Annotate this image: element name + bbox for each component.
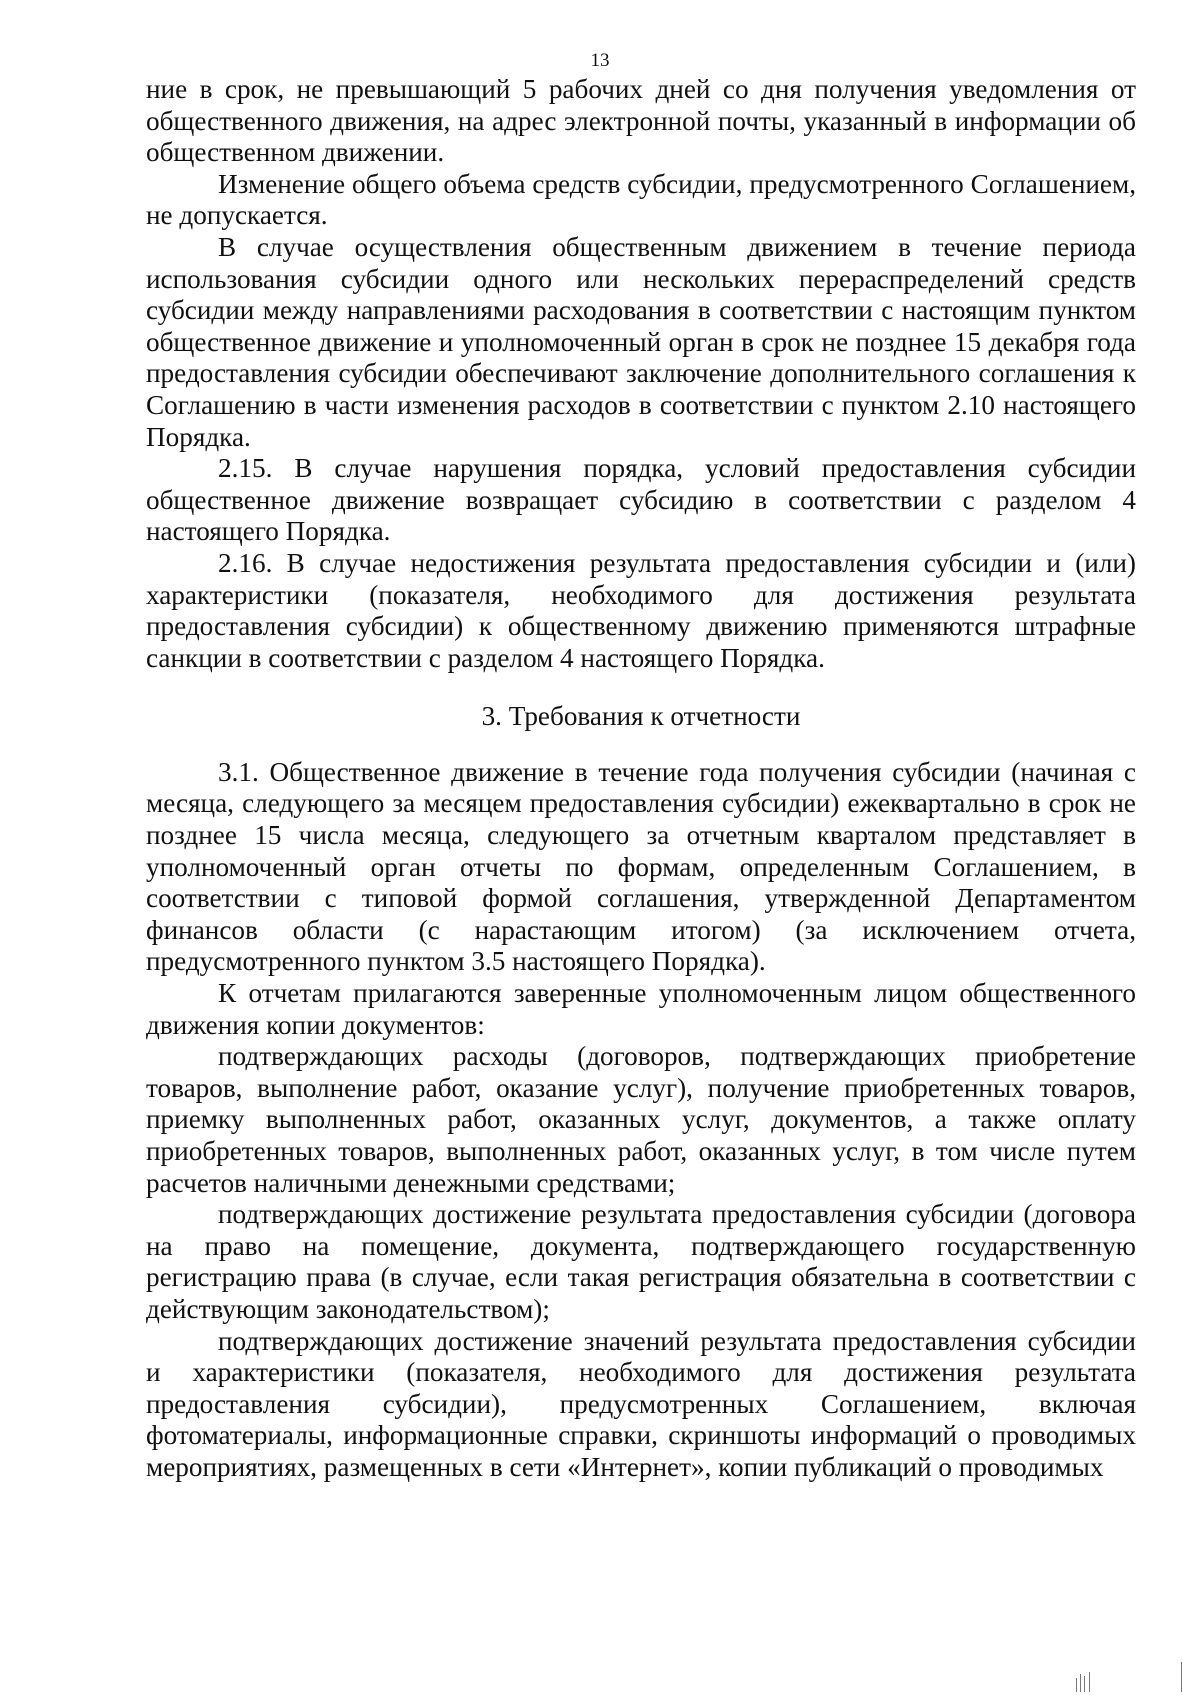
paragraph: 2.16. В случае недостижения результата предоставления субсидии и (или) характеристики (показателя, необходимого для достижения результата предоставления субсидии) к общественному движению применяются штрафные санкции в соответствии с разделом 4 настоящего Порядка. (146, 547, 1136, 673)
scan-artifact-marks (1074, 1672, 1096, 1692)
scan-artifact-line (1181, 1662, 1182, 1692)
paragraph: подтверждающих достижение результата предоставления субсидии (договора на право на помещение, документа, подтверждающего государственную регистрацию права (в случае, если такая регистрация обязательна в соответствии с действующим законодательством); (146, 1199, 1136, 1324)
paragraphs-before-heading (146, 74, 1136, 674)
paragraph: К отчетам прилагаются заверенные уполномоченным лицом общественного движения копии документов: (146, 978, 1136, 1040)
paragraph: подтверждающих расходы (договоров, подтверждающих приобретение товаров, выполнение работ, оказание услуг), получение приобретенных товаров, приемку выполненных работ, оказанных услуг, документов, а также оплату приобретенных товаров, выполненных работ, оказанных услуг, в том числе путем расчетов наличными денежными средствами; (146, 1041, 1136, 1198)
document-body (146, 74, 1136, 1484)
paragraph: Изменение общего объема средств субсидии, предусмотренного Соглашением, не допускается. (146, 168, 1136, 231)
paragraph: подтверждающих достижение значений результата предоставления субсидии и характеристики (показателя, необходимого для достижения результата предоставления субсидии), предусмотренных Соглашением, включая фотоматериалы, информационные справки, скриншоты информаций о проводимых мероприятиях, размещенных в сети «Интернет», копии публикаций о проводимых (146, 1325, 1136, 1482)
paragraph: ние в срок, не превышающий 5 рабочих дней со дня получения уведомления от общественного движения, на адрес электронной почты, указанный в информации об общественном движении. (146, 74, 1136, 168)
section-heading: 3. Требования к отчетности (481, 701, 801, 732)
paragraph: В случае осуществления общественным движением в течение периода использования субсидии одного или нескольких перераспределений средств субсидии между направлениями расходования в соответствии с настоящим пунктом общественное движение и уполномоченный орган в срок не позднее 15 декабря года предоставления субсидии обеспечивают заключение дополнительного соглашения к Соглашению в части изменения расходов в соответствии с пунктом 2.10 настоящего Порядка. (146, 231, 1136, 452)
paragraph: 3.1. Общественное движение в течение года получения субсидии (начиная с месяца, следующего за месяцем предоставления субсидии) ежеквартально в срок не позднее 15 числа месяца, следующего за отчетным кварталом представляет в уполномоченный орган отчеты по формам, определенным Соглашением, в соответствии с типовой формой соглашения, утвержденной Департаментом финансов области (с нарастающим итогом) (за исключением отчета, предусмотренного пунктом 3.5 настоящего Порядка). (146, 756, 1136, 977)
page-number: 13 (590, 50, 610, 71)
paragraphs-after-heading (146, 757, 1136, 1484)
paragraph: 2.15. В случае нарушения порядка, условий предоставления субсидии общественное движение возвращает субсидию в соответствии с разделом 4 настоящего Порядка. (146, 453, 1136, 547)
